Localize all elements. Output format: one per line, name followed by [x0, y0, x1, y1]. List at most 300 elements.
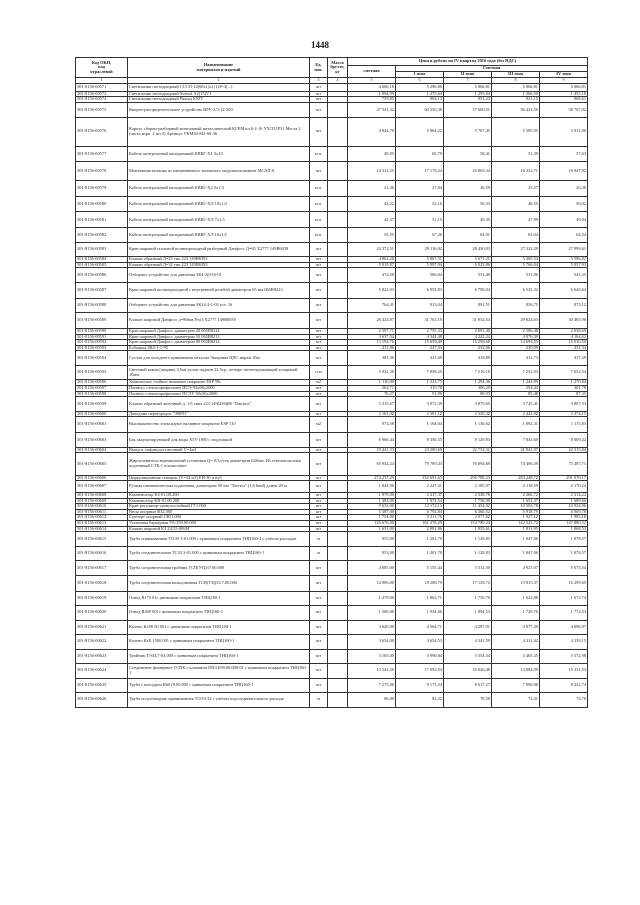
price-estimate: 2 161,02	[348, 411, 396, 417]
item-name: Суппорт опорный СЮ1.000	[128, 515, 310, 521]
price-zone-3: 4 211,42	[492, 635, 540, 650]
price-estimate: 1 979,00	[348, 493, 396, 499]
item-name: Компенсатор КВ-01.00.200	[128, 498, 310, 504]
price-estimate: 19 441,53	[348, 447, 396, 453]
item-code: 301-8156-00578	[76, 162, 128, 181]
price-estimate: 3 165,00	[348, 649, 396, 664]
price-zone-3: 7 990,98	[492, 678, 540, 693]
item-code: 301-8156-00621	[76, 620, 128, 635]
price-zone-1: 29 116,92	[396, 242, 444, 257]
price-zone-3: 1 623,88	[492, 591, 540, 606]
item-unit: м.п.	[310, 196, 328, 212]
price-zone-4: 1 078,57	[540, 532, 588, 547]
item-name: Светильник светодиодный Svetrol A2(15)VJ	[128, 91, 310, 97]
item-unit: шт	[310, 345, 328, 351]
item-code: 301-8156-00587	[76, 282, 128, 298]
table-row	[76, 678, 588, 693]
table-row	[76, 635, 588, 650]
item-unit: м	[310, 546, 328, 561]
price-zone-1: 5 155,44	[396, 561, 444, 576]
price-estimate: 953,00	[348, 532, 396, 547]
item-code: 301-8156-00609	[76, 498, 128, 504]
item-code: 301-8156-00605	[76, 453, 128, 475]
price-zone-3: 142 523,72	[492, 521, 540, 527]
price-zone-3: 5 469,54	[492, 257, 540, 263]
price-estimate: 1 479,00	[348, 591, 396, 606]
item-name: Монтажная мозаика из алюминиевого засыпного модульногокомнат МСАП-8	[128, 162, 310, 181]
price-estimate: 759,85	[348, 97, 396, 103]
item-name: Выпуск сифонодостаточный V=4м3	[128, 447, 310, 453]
price-zone-2: 16 046,48	[444, 664, 492, 679]
price-zone-3: 48,55	[492, 196, 540, 212]
item-name: Доводчик перегородок "ЭВРО"	[128, 411, 310, 417]
item-code: 301-8156-00589	[76, 313, 128, 329]
price-zone-1: 27,84	[396, 180, 444, 196]
price-estimate: 26 424,87	[348, 313, 396, 329]
table-row	[76, 228, 588, 243]
price-zone-4: 49,04	[540, 212, 588, 228]
price-zone-4: 417,29	[540, 351, 588, 366]
item-mass	[328, 180, 348, 196]
price-zone-3: 1 244,99	[492, 380, 540, 386]
price-zone-1: 421,69	[396, 351, 444, 366]
price-zone-4: 5 811,06	[540, 117, 588, 146]
price-zone-1: 17 178,24	[396, 162, 444, 181]
price-zone-4: 291 076,17	[540, 475, 588, 481]
price-zone-1: 18 206,79	[396, 575, 444, 591]
price-zone-1: 60,79	[396, 146, 444, 162]
table-row	[76, 180, 588, 196]
price-zone-4: 4 339,15	[540, 635, 588, 650]
item-code: 301-8156-00606	[76, 475, 128, 481]
price-zone-4: 15 331,53	[540, 664, 588, 679]
item-code: 301-8156-00601	[76, 417, 128, 433]
price-zone-2: 31 054,54	[444, 313, 492, 329]
price-zone-4: 7 652,54	[540, 365, 588, 380]
price-estimate: 4 862,28	[348, 257, 396, 263]
header-zone-2: II зона	[444, 72, 492, 78]
item-name: Состав для холодного цинкования металла Экоцинка ЦПС марки 10кг	[128, 351, 310, 366]
item-mass	[328, 212, 348, 228]
item-code: 301-8156-00599	[76, 397, 128, 412]
price-zone-2: 891,51	[444, 298, 492, 313]
price-zone-3: 294,44	[492, 386, 540, 392]
price-zone-1: 913,04	[396, 298, 444, 313]
column-index: 5	[348, 78, 396, 84]
price-estimate: 274 237,29	[348, 475, 396, 481]
price-zone-2: 4 287,91	[444, 620, 492, 635]
item-mass	[328, 649, 348, 664]
item-name: Клапан шаровой Данфосс д=80мм Рvo3 Х2777 149В6039	[128, 313, 310, 329]
price-zone-1: 23 280,69	[396, 447, 444, 453]
price-zone-3: 14 884,99	[492, 664, 540, 679]
item-name: Кабель контрольный малодымный КВВГ-Х1 3х10	[128, 146, 310, 162]
price-zone-2: 57 660,51	[444, 103, 492, 118]
price-zone-4: 74,70	[540, 693, 588, 708]
price-zone-3: 4 076,39	[492, 334, 540, 340]
item-code: 301-8156-00594	[76, 351, 128, 366]
item-mass	[328, 575, 348, 591]
item-unit: шт	[310, 606, 328, 621]
price-zone-2: 232,06	[444, 345, 492, 351]
table-row	[76, 481, 588, 493]
price-zone-2: 6 790,04	[444, 282, 492, 298]
price-zone-3: 29 824,63	[492, 313, 540, 329]
price-zone-4: 231,34	[540, 345, 588, 351]
price-zone-4: 50,02	[540, 196, 588, 212]
price-zone-3: 1 813,95	[492, 526, 540, 532]
item-name: Вводно-распределительное устройство ВРУ-2/3-12-300	[128, 103, 310, 118]
price-zone-4: 1 772,53	[540, 606, 588, 621]
item-mass	[328, 103, 348, 118]
price-zone-3: 15 815,37	[492, 575, 540, 591]
price-zone-4: 2 170,24	[540, 481, 588, 493]
item-code: 301-8156-00607	[76, 481, 128, 493]
item-mass	[328, 678, 348, 693]
price-zone-4: 301,78	[540, 386, 588, 392]
price-zone-2: 951,23	[444, 97, 492, 103]
price-estimate: 49,95	[348, 146, 396, 162]
price-zone-2: 1 294,36	[444, 380, 492, 386]
price-zone-2: 418,89	[444, 351, 492, 366]
item-mass	[328, 635, 348, 650]
price-zone-4: 3 572,98	[540, 649, 588, 664]
table-row	[76, 620, 588, 635]
item-name: Тройник ТЭЗ3,7-03.000 с цинковым покрытием ТНЦ160-1	[128, 649, 310, 664]
table-row	[76, 575, 588, 591]
price-zone-1: 1 201,70	[396, 546, 444, 561]
item-code: 301-8156-00619	[76, 591, 128, 606]
item-code: 301-8156-00604	[76, 447, 128, 453]
price-zone-1: 12 172,13	[396, 504, 444, 510]
item-mass	[328, 693, 348, 708]
price-estimate: 381,36	[348, 351, 396, 366]
price-estimate: 974,58	[348, 417, 396, 433]
price-zone-3: 6 525,32	[492, 282, 540, 298]
item-name: Труба соединительная тройник ТСП(УЦ)37.00.000	[128, 561, 310, 576]
item-unit: шт	[310, 521, 328, 527]
price-zone-4: 1 115,83	[540, 417, 588, 433]
item-mass	[328, 282, 348, 298]
item-unit: шт	[310, 475, 328, 481]
price-zone-2: 16 865,34	[444, 162, 492, 181]
column-index: 3	[310, 78, 328, 84]
table-row	[76, 397, 588, 412]
item-code: 301-8156-00620	[76, 606, 128, 621]
price-zone-4: 147 880,52	[540, 521, 588, 527]
item-name: Бобышка ЗК4-1-1-95	[128, 345, 310, 351]
price-zone-3: 10 503,78	[492, 504, 540, 510]
item-name: Кран шаровой полнопроходной с внутренней резьбой диаметром 65 мм 065В8223	[128, 282, 310, 298]
price-zone-2: 4 341,59	[444, 635, 492, 650]
price-zone-1: 247,34	[396, 345, 444, 351]
price-zone-1: 9 173,54	[396, 678, 444, 693]
price-zone-1: 1 201,70	[396, 532, 444, 547]
item-code: 301-8156-00617	[76, 561, 128, 576]
price-zone-1: 4 654,53	[396, 635, 444, 650]
price-zone-1: 91,06	[396, 391, 444, 397]
price-zone-3: 14 694,53	[492, 340, 540, 346]
table-row	[76, 649, 588, 664]
price-zone-2: 3 512,50	[444, 561, 492, 576]
price-zone-1: 79 789,43	[396, 453, 444, 475]
item-mass	[328, 313, 348, 329]
item-name: Труба соединительная вальцованная ТСВ(УЦ)33.7.00.000	[128, 575, 310, 591]
item-unit: п.м	[310, 365, 328, 380]
item-unit: шт	[310, 526, 328, 532]
item-name: Кабель контрольный малодымный КВВГ-ХЛ 10х1,0	[128, 196, 310, 212]
table-row	[76, 162, 588, 181]
price-estimate: 21,36	[348, 180, 396, 196]
price-zone-1: 51,15	[396, 212, 444, 228]
item-code: 301-8156-00623	[76, 649, 128, 664]
price-zone-1: 60 250,38	[396, 103, 444, 118]
price-zone-4: 875,12	[540, 298, 588, 313]
price-zone-4: 5 957,93	[540, 262, 588, 268]
item-mass	[328, 365, 348, 380]
item-name: Клапан обратный Д=32 тип 223 149В6393	[128, 262, 310, 268]
item-unit: шт	[310, 282, 328, 298]
item-code: 301-8156-00571	[76, 84, 128, 92]
item-unit: м2	[310, 417, 328, 433]
price-zone-2: 1 750,70	[444, 591, 492, 606]
item-unit: шт	[310, 447, 328, 453]
item-unit: шт	[310, 329, 328, 335]
price-zone-2: 551,49	[444, 268, 492, 283]
price-zone-4: 22 315,84	[540, 447, 588, 453]
item-code: 301-8156-00597	[76, 386, 128, 392]
price-zone-4: 64,54	[540, 228, 588, 243]
item-code: 301-8156-00592	[76, 340, 128, 346]
price-zone-2: 28 430,93	[444, 242, 492, 257]
item-unit: м.п.	[310, 146, 328, 162]
item-mass	[328, 417, 348, 433]
item-name: Кран-регулятор-гранулостойкий ГТ1.000	[128, 504, 310, 510]
price-zone-3: 2 586,48	[492, 329, 540, 335]
price-zone-1: 2 581,12	[396, 411, 444, 417]
item-name: Химическое стойкое наливное покрытие ESP 59с	[128, 380, 310, 386]
price-zone-1: 2 211,76	[396, 515, 444, 521]
item-name: Кабель контрольный малодымный КВВГ-ХЛ 10х1,5	[128, 228, 310, 243]
price-zone-3: 1 651,37	[492, 498, 540, 504]
table-row	[76, 606, 588, 621]
item-unit: м.п.	[310, 180, 328, 196]
item-mass	[328, 117, 348, 146]
price-zone-3: 4 927,07	[492, 561, 540, 576]
price-zone-4: 5 586,82	[540, 257, 588, 263]
item-code: 301-8156-00625	[76, 678, 128, 693]
price-zone-2: 6 360,52	[444, 509, 492, 515]
header-mass-line3: кг	[335, 68, 340, 74]
item-name: Клапан обратный литунный д. 1/3 типа 223 149(226)В0 "Danfoss"	[128, 397, 310, 412]
item-mass	[328, 481, 348, 493]
item-code: 301-8156-00615	[76, 532, 128, 547]
price-zone-3: 1 092,31	[492, 417, 540, 433]
price-zone-1: 994,13	[396, 97, 444, 103]
price-estimate: 13 194,76	[348, 340, 396, 346]
table-body	[76, 84, 588, 708]
item-name: Светильник светодиодный Выход EXIT	[128, 97, 310, 103]
price-zone-4: 6 069,78	[540, 509, 588, 515]
price-zone-3: 1 927,12	[492, 515, 540, 521]
item-name: Клапан обратный Д=25 тип 223 149В6392	[128, 257, 310, 263]
price-zone-1: 5 964,22	[396, 117, 444, 146]
price-zone-3: 74 406,39	[492, 453, 540, 475]
price-zone-2: 1 758,99	[444, 498, 492, 504]
item-code: 301-8156-00614	[76, 526, 128, 532]
price-estimate: 5 019,87	[348, 262, 396, 268]
price-zone-2: 2 520,32	[444, 411, 492, 417]
item-name: Труба с колодцем R60 (9.00.000 с цинковым покрытием ТНЦ160-1	[128, 678, 310, 693]
item-code: 301-8156-00590	[76, 329, 128, 335]
price-estimate: 474,58	[348, 268, 396, 283]
column-index: 4	[328, 78, 348, 84]
item-unit: м.п.	[310, 228, 328, 243]
price-zone-2: 2 691,40	[444, 329, 492, 335]
item-unit: шт	[310, 117, 328, 146]
price-zone-2: 1 128,83	[444, 546, 492, 561]
price-zone-4: 8 009,22	[540, 433, 588, 448]
item-name: Световой кокон (ширина 3,5м) уклон подлин 22,5гр., четыре светоотражающей толщиной 10мм	[128, 365, 310, 380]
item-unit: шт	[310, 257, 328, 263]
price-estimate: 3 654,00	[348, 635, 396, 650]
price-zone-2: 1 136,62	[444, 417, 492, 433]
price-zone-4: 5 075,54	[540, 561, 588, 576]
price-zone-3: 7 843,60	[492, 433, 540, 448]
price-estimate: 43,22	[348, 196, 396, 212]
price-zone-2: 11 454,02	[444, 504, 492, 510]
item-mass	[328, 162, 348, 181]
item-mass	[328, 606, 348, 621]
price-zone-3: 27 322,29	[492, 242, 540, 257]
table-row	[76, 591, 588, 606]
price-zone-2: 22 752,31	[444, 447, 492, 453]
item-unit: м.п.	[310, 212, 328, 228]
item-name: Плинтус стеклопрофильное ПСЭ-93х68х2000	[128, 386, 310, 392]
price-zone-2: 3 870,65	[444, 397, 492, 412]
header-mass	[328, 58, 348, 78]
price-estimate: 13 542,36	[348, 664, 396, 679]
price-zone-4: 1 689,66	[540, 498, 588, 504]
table-row	[76, 196, 588, 212]
price-zone-3: 284 248,72	[492, 475, 540, 481]
price-estimate: 4 085,00	[348, 561, 396, 576]
price-zone-3: 2 118,59	[492, 481, 540, 493]
price-zone-1: 7 858,25	[396, 365, 444, 380]
price-zone-1: 82,22	[396, 693, 444, 708]
price-zone-2: 4 242,24	[444, 334, 492, 340]
item-code: 301-8156-00583	[76, 242, 128, 257]
header-unit	[310, 58, 328, 78]
item-unit: шт	[310, 97, 328, 103]
item-unit: шт	[310, 397, 328, 412]
price-estimate: 1 754,00	[348, 515, 396, 521]
price-estimate: 47 541,32	[348, 103, 396, 118]
header-code-line1: Код ОКП,	[91, 59, 112, 65]
price-estimate: 9 633,00	[348, 504, 396, 510]
column-index: 7	[444, 78, 492, 84]
item-name: Светильник светодиодный СССП-12(60х1)х1(1)/Р-3(...)	[128, 84, 310, 92]
price-zone-4: 26,30	[540, 180, 588, 196]
table-row	[76, 268, 588, 283]
price-zone-1: 1 475,64	[396, 91, 444, 97]
item-name: Весы опорные ВЗ2.000	[128, 509, 310, 515]
header-zone-1: I зона	[396, 72, 444, 78]
price-zone-2: 64,91	[444, 228, 492, 243]
price-zone-2: 8 617,27	[444, 678, 492, 693]
item-name: Кран шаровой Данфосс диаметром 40 065В8214	[128, 329, 310, 335]
price-zone-1: 15 659,49	[396, 340, 444, 346]
table-row	[76, 561, 588, 576]
item-mass	[328, 433, 348, 448]
price-zone-1: 52,16	[396, 196, 444, 212]
item-code: 301-8156-00591	[76, 334, 128, 340]
item-name: Компенсатор КЗ-01.00.200	[128, 493, 310, 499]
price-zone-3: 85,48	[492, 391, 540, 397]
price-zone-2: 5 066,81	[444, 84, 492, 92]
price-zone-4: 2 474,15	[540, 411, 588, 417]
price-zone-2: 17 158,72	[444, 575, 492, 591]
price-zone-3: 47,99	[492, 212, 540, 228]
price-zone-4: 1 868,53	[540, 526, 588, 532]
price-zone-4: 27 999,61	[540, 242, 588, 257]
header-code	[76, 58, 128, 78]
price-zone-2: 7 516,10	[444, 365, 492, 380]
price-estimate: 2 397,71	[348, 329, 396, 335]
item-unit: шт	[310, 242, 328, 257]
table-row	[76, 546, 588, 561]
item-mass	[328, 228, 348, 243]
price-zone-3: 5 918,79	[492, 509, 540, 515]
price-estimate: 211,86	[348, 345, 396, 351]
price-estimate: 3 315,67	[348, 397, 396, 412]
item-name: Отборное устройство для давления ЗК4-2(0-0)-01	[128, 268, 310, 283]
column-index: 8	[492, 78, 540, 84]
price-zone-1: 2 081,86	[396, 526, 444, 532]
item-mass	[328, 532, 348, 547]
item-unit: м2	[310, 380, 328, 386]
item-code: 301-8156-00593	[76, 345, 128, 351]
item-code: 301-8156-00611	[76, 509, 128, 515]
price-estimate: 764,41	[348, 298, 396, 313]
header-code-line3: отраслевой	[90, 68, 113, 74]
price-zone-1: 1 934,66	[396, 606, 444, 621]
price-zone-1: 566,84	[396, 268, 444, 283]
price-zone-3: 5 766,04	[492, 262, 540, 268]
item-unit: шт	[310, 481, 328, 493]
item-name: Кран шаровой Данфосс диаметром 50 065В8213	[128, 334, 310, 340]
item-name: Кран шаровой Данфосс диаметром 80 065В8214	[128, 340, 310, 346]
price-zone-3: 3 725,41	[492, 397, 540, 412]
price-zone-4: 6 643,64	[540, 282, 588, 298]
price-zone-2: 5 671,21	[444, 257, 492, 263]
table-row	[76, 351, 588, 366]
price-zone-3: 1 047,06	[492, 546, 540, 561]
header-calc: Сметная	[396, 66, 588, 72]
item-unit: шт	[310, 298, 328, 313]
price-estimate: 4 606,18	[348, 84, 396, 92]
item-unit: м	[310, 693, 328, 708]
item-name: Труба соединительная ТСЗЗ 3-01.000 с цинковым покрытием ТНЦ160-1	[128, 546, 310, 561]
price-zone-3: 5 066,81	[492, 84, 540, 92]
price-estimate: 6 966,44	[348, 433, 396, 448]
price-zone-2: 2 185,97	[444, 481, 492, 493]
price-estimate: 1 560,00	[348, 606, 396, 621]
price-zone-1: 2 247,21	[396, 481, 444, 493]
item-unit: шт	[310, 575, 328, 591]
item-unit: шт	[310, 509, 328, 515]
item-unit: шт	[310, 664, 328, 679]
